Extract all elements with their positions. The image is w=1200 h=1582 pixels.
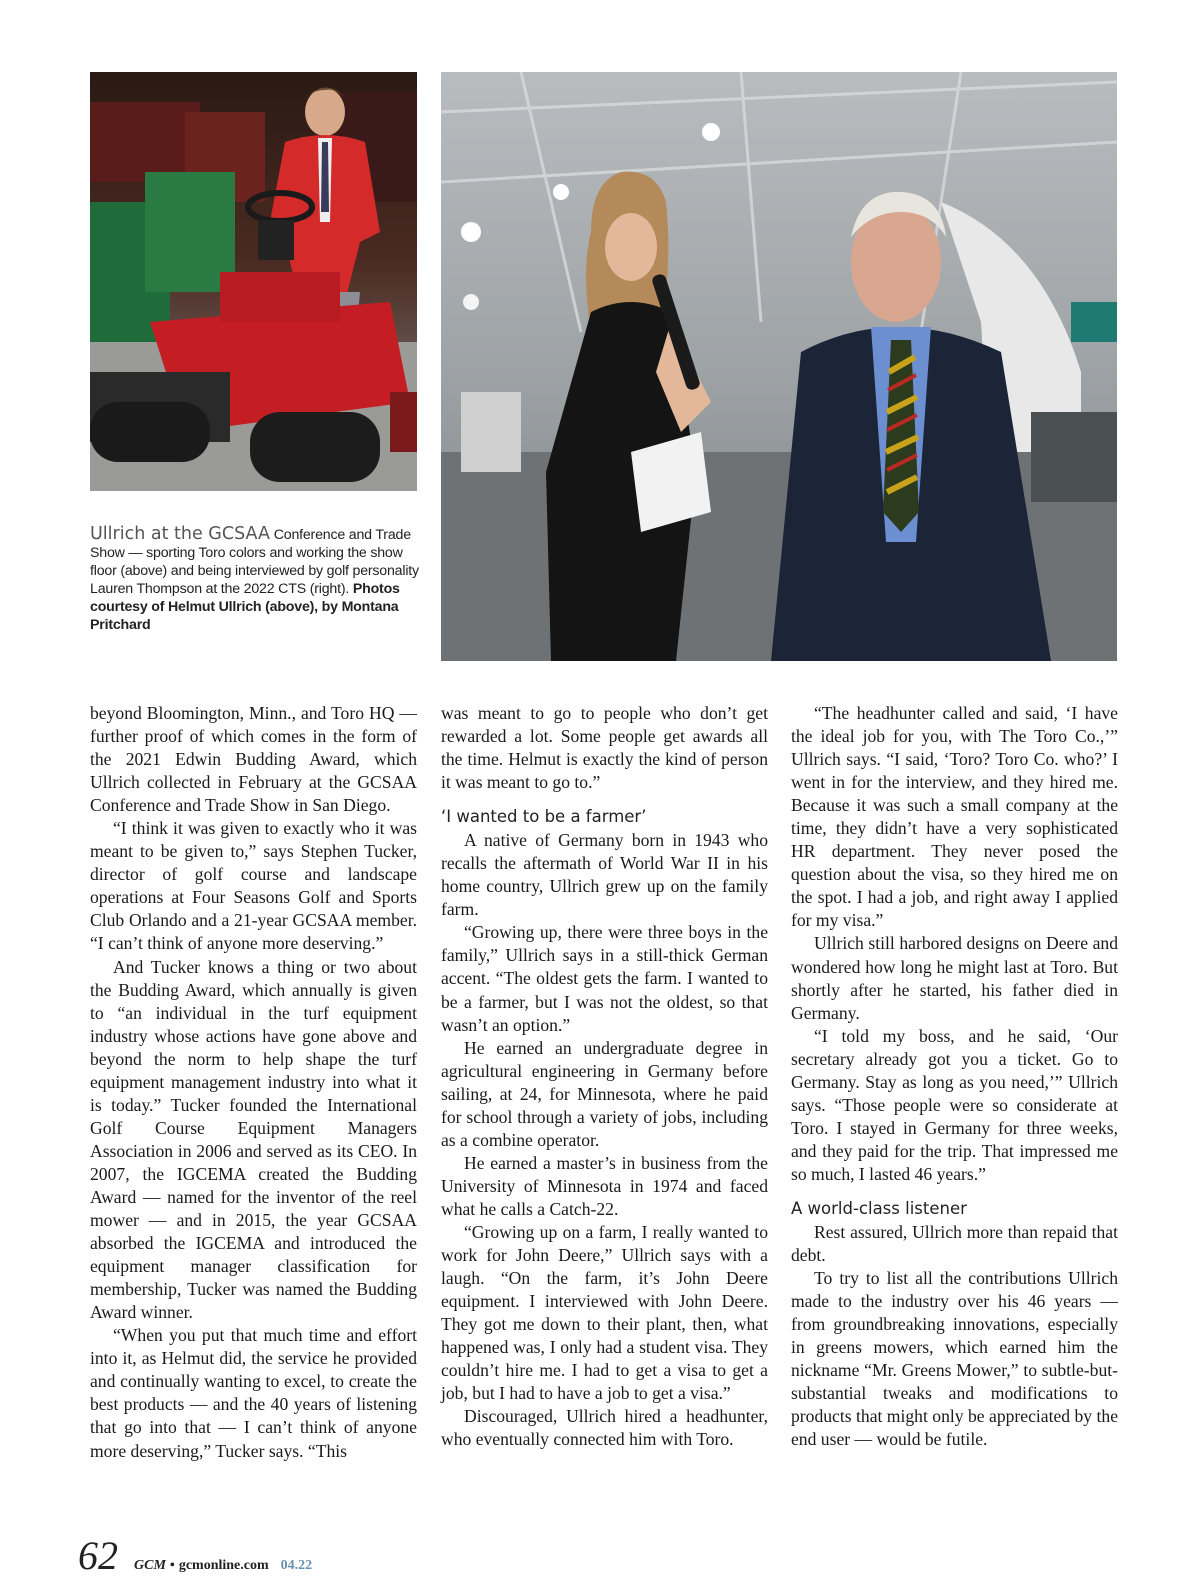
article-paragraph: was meant to go to people who don’t get rewarded a lot. Some people get awards all the time. Helmut is exactly the kind of person it was meant to go to.” [441,703,768,793]
article-paragraph: “I told my boss, and he said, ‘Our secretary already got you a ticket. Go to Germany. Stay as long as you need,’” Ullrich says. “Those people were so considerate at Toro. I stayed in Germany for three weeks, and they paid for the trip. That impressed me so much, I lasted 46 years.” [791,1025,1118,1184]
caption-credit: Photos courtesy of Helmut Ullrich (above), by Montana Pritchard [90,581,400,633]
issue-date: 04.22 [280,1558,313,1573]
article-paragraph: Rest assured, Ullrich more than repaid that debt. [791,1221,1118,1266]
article-paragraph: He earned a master’s in business from the University of Minnesota in 1974 and faced what he calls a Catch-22. [441,1152,768,1219]
article-paragraph: “The headhunter called and said, ‘I have the ideal job for you, with The Toro Co.,’” Ullrich says. “I said, ‘Toro? Toro Co. who?’ I went in for the interview, and they hired me. Because it was such a small company at the time, they didn’t have a very sophisticated HR department. They never posed the question about the visa, so they hired me on the spot. I had a job, and right away I applied for my visa.” [791,703,1118,931]
section-heading: A world-class listener [791,1198,967,1218]
footer-separator: • [169,1558,175,1573]
article-column-1 [90,702,417,1463]
caption-text: Conference and Trade Show — sporting Toro colors and working the show floor (above) and being interviewed by golf personality Lauren Thompson at the 2022 CTS (right). [90,527,419,597]
article-paragraph: He earned an undergraduate degree in agricultural engineering in Germany before sailing, at 24, for Minnesota, where he paid for school through a variety of jobs, including as a combine operator. [441,1037,768,1150]
section-heading: ‘I wanted to be a farmer’ [441,807,647,827]
article-paragraph: And Tucker knows a thing or two about the Budding Award, which annually is given to “an individual in the turf equipment industry whose actions have gone above and beyond the norm to help shape the turf equipment management industry into what it is today.” Tucker founded the International Golf Course Equipment Managers Association in 2006 and served as its CEO. In 2007, the IGCEMA created the Budding Award — named for the inventor of the reel mower — and in 2015, the year GCSAA absorbed the IGCEMA and introduced the equipment manager classification for membership, Tucker was named the Budding Award winner. [90,956,417,1323]
magazine-name: GCM [134,1558,166,1573]
article-paragraph: beyond Bloomington, Minn., and Toro HQ — further proof of which comes in the form of the 2021 Edwin Budding Award, which Ullrich collected in February at the GCSAA Conference and Trade Show in San Diego. [90,703,417,816]
page-footer [78,1532,312,1579]
article-column-3 [791,702,1118,1451]
article-paragraph: A native of Germany born in 1943 who recalls the aftermath of World War II in his home country, Ullrich grew up on the family farm. [441,830,768,920]
photo-ullrich-on-mower [90,72,417,491]
website-link[interactable]: gcmonline.com [178,1558,269,1573]
article-paragraph: “Growing up, there were three boys in the family,” Ullrich says in a still-thick German accent. “The oldest gets the farm. I wanted to be a farmer, but I was not the oldest, so that wasn’t an option.” [441,922,768,1035]
photo-caption [90,525,420,634]
article-paragraph: To try to list all the contributions Ullrich made to the industry over his 46 years — from groundbreaking innovations, especially in greens mowers, which earned him the nickname “Mr. Greens Mower,” to subtle-but-substantial tweaks and modifications to products that might only be appreciated by the end user — would be futile. [791,1268,1118,1450]
article-paragraph: “Growing up on a farm, I really wanted to work for John Deere,” Ullrich says with a laugh. “On the farm, it’s John Deere equipment. I interviewed with John Deere. They got me down to their plant, then, what happened was, I only had a student visa. They couldn’t hire me. I had to get a visa to get a job, but I had to have a job to get a visa.” [441,1221,768,1404]
article-paragraph: Ullrich still harbored designs on Deere and wondered how long he might last at Toro. But shortly after he started, his father died in Germany. [791,933,1118,1023]
article-paragraph: “When you put that much time and effort into it, as Helmut did, the service he provided and continually wanting to excel, to create the best products — and the 40 years of listening that go into that — I can’t think of anyone more deserving,” Tucker says. “This [90,1325,417,1461]
article-paragraph: Discouraged, Ullrich hired a headhunter, who eventually connected him with Toro. [441,1406,768,1450]
article-column-2 [441,702,768,1451]
caption-lead: Ullrich at the GCSAA [90,524,270,544]
photo-interview-cts [441,72,1117,661]
article-paragraph: “I think it was given to exactly who it was meant to be given to,” says Stephen Tucker, director of golf course and landscape operations at Four Seasons Golf and Sports Club Orlando and a 21-year GCSAA member. “I can’t think of anyone more deserving.” [90,818,417,954]
page-number: 62 [78,1533,118,1578]
